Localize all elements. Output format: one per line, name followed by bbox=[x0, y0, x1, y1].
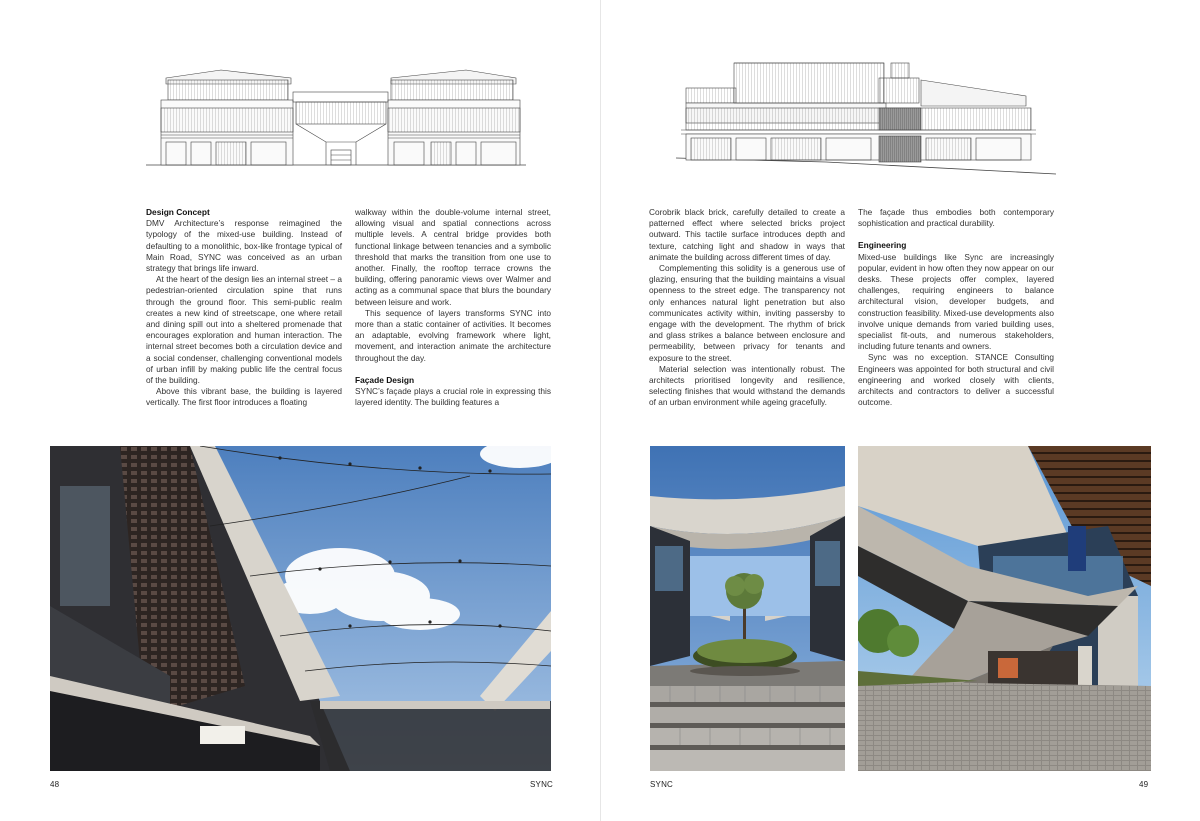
bridge-underside-photo bbox=[858, 446, 1151, 771]
body-paragraph: Complementing this solidity is a generous use of glazing, ensuring that the building maintains a visual openness to the street edge. The transparency not only enhances natural light penetration but also communicates activity within, inviting passersby to engage with the development. The rhythm of brick and glass strikes a balance between enclosure and permeability, between privacy for tenants and exposure to the street. bbox=[649, 263, 845, 363]
body-paragraph: Sync was no exception. STANCE Consulting Engineers was appointed for both structural and civil engineering and worked closely with clients, architects and contractors to deliver a successful outcome. bbox=[858, 352, 1054, 408]
body-paragraph: Above this vibrant base, the building is layered vertically. The first floor introduces a floating bbox=[146, 386, 342, 408]
elevation-left-svg bbox=[146, 60, 526, 170]
elevation-drawing-right bbox=[676, 58, 1056, 176]
body-paragraph: Mixed-use buildings like Sync are increasingly popular, evident in how often they now appear on our desks. These projects offer complex, layered challenges, requiring engineers to balance architectural vision, developer budgets, and construction feasibility. Mixed-use developments also involve unique demands from varied building uses, specialist fit-outs, and numerous stakeholders, including future tenants and owners. bbox=[858, 251, 1054, 352]
body-paragraph: The façade thus embodies both contemporary sophistication and practical durability. bbox=[858, 207, 1054, 229]
text-column-4 bbox=[858, 207, 1054, 408]
page-gutter bbox=[600, 0, 601, 821]
elevation-right-svg bbox=[676, 58, 1056, 176]
courtyard-steps-photo-svg bbox=[650, 446, 845, 771]
section-heading-facade-design: Façade Design bbox=[355, 374, 415, 385]
courtyard-steps-photo bbox=[650, 446, 845, 771]
body-paragraph: Material selection was intentionally robust. The architects prioritised longevity and resilience, selecting finishes that would withstand the demands of an urban environment while ageing gracefully. bbox=[649, 363, 845, 408]
text-column-1 bbox=[146, 207, 342, 409]
body-paragraph: At the heart of the design lies an internal street – a pedestrian-oriented circulation spine that runs through the ground floor. This semi-public realm creates a new kind of streetscape, one where retail and dining spill out into a sheltered promenade that encourages exploration and human interaction. The internal street becomes both a circulation device and a social condenser, challenging conventional models of urban infill by making public life the central focus of the building. bbox=[146, 274, 342, 386]
running-title-right: SYNC bbox=[650, 780, 674, 789]
page-number-left: 48 bbox=[50, 780, 60, 789]
page-number-right: 49 bbox=[1139, 780, 1149, 789]
section-heading-design-concept: Design Concept bbox=[146, 207, 210, 217]
text-column-2 bbox=[355, 207, 551, 408]
body-paragraph: Corobrik black brick, carefully detailed to create a patterned effect where selected bricks project outward. This tactile surface introduces depth and texture, catching light and shadow in ways that animate the building across different times of day. bbox=[649, 207, 845, 262]
internal-street-photo bbox=[50, 446, 551, 771]
body-paragraph: walkway within the double-volume internal street, allowing visual and spatial connections across multiple levels. A central bridge provides both functional linkage between tenancies and a symbolic threshold that marks the transition from one use to another. Finally, the rooftop terrace crowns the building, offering panoramic views over Walmer and acting as a communal space that blurs the boundary between leisure and work. bbox=[355, 207, 551, 307]
body-paragraph: DMV Architecture’s response reimagined the typology of the mixed-use building. Instead of defaulting to a monolithic, box-like frontage typical of Main Road, SYNC was conceived as an urban strategy that brings life inward. bbox=[146, 218, 342, 274]
body-paragraph: SYNC’s façade plays a crucial role in expressing this layered identity. The building features a bbox=[355, 386, 551, 408]
running-title-left: SYNC bbox=[530, 780, 554, 789]
elevation-drawing-left bbox=[146, 60, 526, 170]
text-column-3 bbox=[649, 207, 845, 409]
section-heading-engineering: Engineering bbox=[858, 240, 907, 251]
internal-street-photo-svg bbox=[50, 446, 551, 771]
body-paragraph: This sequence of layers transforms SYNC into more than a static container of activities. It becomes an adaptable, evolving framework where light, movement, and interaction animate the architecture throughout the day. bbox=[355, 307, 551, 363]
bridge-underside-photo-svg bbox=[858, 446, 1151, 771]
